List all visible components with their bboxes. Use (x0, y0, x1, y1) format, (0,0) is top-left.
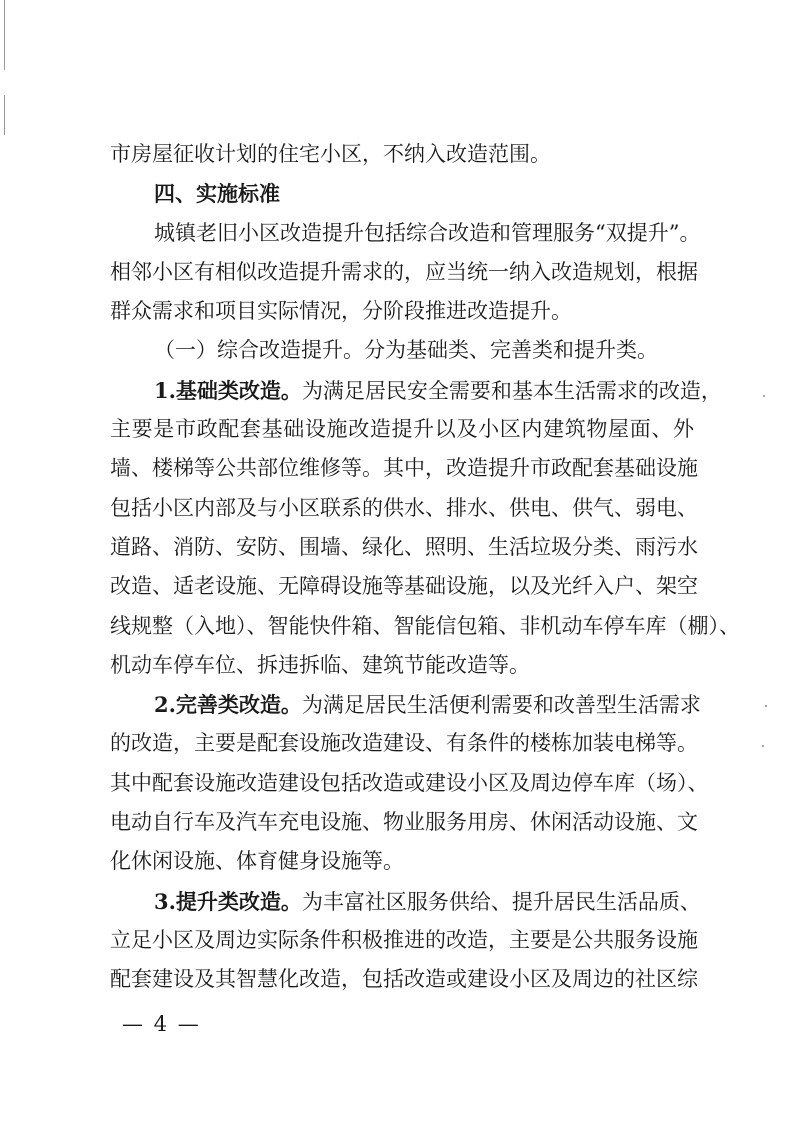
text-line: 道路、消防、安防、围墙、绿化、照明、生活垃圾分类、雨污水 (110, 534, 698, 559)
text-line: 机动车停车位、拆违拆临、建筑节能改造等。 (110, 652, 530, 677)
text-line: 化休闲设施、体育健身设施等。 (110, 849, 404, 874)
text-line: 主要是市政配套基础设施改造提升以及小区内建筑物屋面、外 (110, 417, 694, 442)
scan-speck (765, 705, 767, 707)
subsection-heading: （一）综合改造提升。分为基础类、完善类和提升类。 (154, 338, 658, 363)
text-line: 配套建设及其智慧化改造，包括改造或建设小区及周边的社区综 (110, 967, 698, 992)
scan-edge-mark (4, 0, 5, 70)
text-line: 电动自行车及汽车充电设施、物业服务用房、休闲活动设施、文 (110, 810, 698, 835)
text-line: 包括小区内部及与小区联系的供水、排水、供电、供气、弱电、 (110, 495, 698, 520)
text-line: 相邻小区有相似改造提升需求的，应当统一纳入改造规划，根据 (110, 259, 698, 284)
section-heading: 四、实施标准 (154, 181, 280, 207)
paragraph-start: 城镇老旧小区改造提升包括综合改造和管理服务“双提升”。 (154, 220, 701, 245)
scan-speck (762, 745, 764, 747)
text-line: 的改造，主要是配套设施改造建设、有条件的楼栋加装电梯等。 (110, 731, 698, 756)
scan-speck (763, 395, 765, 397)
item-1-heading: 1.基础类改造。为满足居民安全需要和基本生活需求的改造， (154, 377, 722, 403)
page-number: — 4 — (122, 1012, 201, 1036)
document-body (110, 135, 740, 1000)
text-line: 墙、楼梯等公共部位维修等。其中，改造提升市政配套基础设施 (110, 456, 698, 481)
item-2-heading: 2.完善类改造。为满足居民生活便利需要和改善型生活需求 (154, 692, 701, 718)
text-line: 市房屋征收计划的住宅小区，不纳入改造范围。 (110, 142, 551, 166)
item-3-heading: 3.提升类改造。为丰富社区服务供给、提升居民生活品质、 (154, 888, 701, 914)
text-line: 其中配套设施改造建设包括改造或建设小区及周边停车库（场）、 (110, 770, 709, 795)
text-line: 立足小区及周边实际条件积极推进的改造，主要是公共服务设施 (110, 927, 698, 952)
text-line: 群众需求和项目实际情况，分阶段推进改造提升。 (110, 299, 572, 324)
scan-edge-mark (4, 95, 5, 135)
text-line: 线规整（入地）、智能快件箱、智能信包箱、非机动车停车库（棚）、 (110, 613, 740, 638)
text-line: 改造、适老设施、无障碍设施等基础设施，以及光纤入户、架空 (110, 574, 698, 599)
